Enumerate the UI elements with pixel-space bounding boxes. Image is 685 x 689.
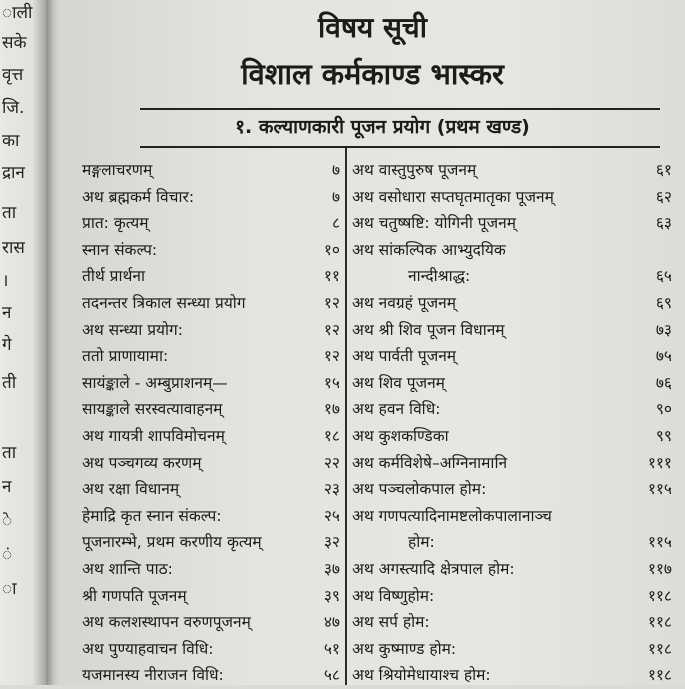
toc-entry-title: अथ शान्ति पाठ: xyxy=(82,560,173,578)
toc-entry-page: ११५ xyxy=(647,480,672,499)
toc-entry-page: १२ xyxy=(323,320,340,339)
left-page-fragment: गे xyxy=(2,335,12,355)
toc-entry-page: ११८ xyxy=(647,613,672,632)
toc-entry[interactable] xyxy=(82,158,340,184)
toc-entry[interactable] xyxy=(82,344,340,370)
toc-entry-title: श्री गणपति पूजनम् xyxy=(82,586,187,605)
left-page-fragment: न xyxy=(2,477,12,497)
toc-entry[interactable] xyxy=(352,424,672,450)
left-page-fragment: ती xyxy=(2,373,17,393)
left-page-fragment: द्रान xyxy=(2,163,25,183)
toc-entry-page: ३२ xyxy=(323,533,340,552)
toc-entry[interactable] xyxy=(352,637,672,663)
toc-entry-page: ६५ xyxy=(655,267,672,286)
toc-entry-title: मङ्गलाचरणम् xyxy=(82,161,153,179)
toc-entry-page: १११ xyxy=(647,453,672,472)
toc-entry[interactable] xyxy=(352,211,672,237)
left-page-fragment: सके xyxy=(2,33,27,53)
toc-entry-page: ११८ xyxy=(647,586,672,605)
toc-entry-title: अथ श्री शिव पूजन विधानम् xyxy=(352,320,505,339)
toc-entry-page: ७३ xyxy=(655,320,672,339)
left-page-fragment: ाली xyxy=(2,3,33,23)
left-page-fragment: ा xyxy=(2,579,17,599)
toc-entry[interactable] xyxy=(352,663,672,689)
toc-entry[interactable] xyxy=(82,530,340,556)
toc-entry[interactable] xyxy=(82,424,340,450)
toc-entry[interactable] xyxy=(352,477,672,503)
toc-entry[interactable] xyxy=(82,318,340,344)
left-page-fragment: जि. xyxy=(2,98,25,118)
toc-entry-page: ६३ xyxy=(655,214,672,233)
toc-entry-page: ३९ xyxy=(323,586,340,605)
left-page-fragment: रास xyxy=(2,238,25,258)
toc-entry-title: अथ सन्ध्या प्रयोग: xyxy=(82,320,183,339)
toc-entry[interactable] xyxy=(352,291,672,317)
toc-entry-title: नान्दीश्राद्ध: xyxy=(408,267,471,286)
left-page-fragment: ं xyxy=(2,545,13,565)
section-heading: १. कल्याणकारी पूजन प्रयोग (प्रथम खण्ड) xyxy=(235,116,530,138)
book-subtitle: विशाल कर्मकाण्ड भास्कर xyxy=(241,57,504,91)
toc-entry[interactable] xyxy=(82,397,340,423)
toc-entry[interactable] xyxy=(82,584,340,610)
toc-entry-title: अथ कुष्माण्ड होम: xyxy=(352,639,457,658)
left-page-fragment: न xyxy=(2,303,12,323)
toc-entry-title: अथ सर्प होम: xyxy=(352,613,430,632)
toc-entry-page: ११५ xyxy=(647,533,672,552)
toc-entry[interactable] xyxy=(82,663,340,689)
toc-entry[interactable] xyxy=(352,238,672,264)
toc-entry-title: अथ पञ्चलोकपाल होम: xyxy=(352,480,487,499)
toc-entry-page: ६९ xyxy=(655,294,672,312)
toc-entry[interactable] xyxy=(82,185,340,211)
toc-entry[interactable] xyxy=(82,371,340,397)
toc-entry-title: पूजनारम्भे, प्रथम करणीय कृत्यम् xyxy=(82,533,262,552)
page-title: विषय सूची xyxy=(318,11,427,44)
toc-entry[interactable] xyxy=(352,584,672,610)
toc-entry[interactable] xyxy=(82,211,340,237)
toc-entry[interactable] xyxy=(352,185,672,211)
left-page-fragment: । xyxy=(2,271,9,291)
toc-entry-title: अथ पुण्याहवाचन विधि: xyxy=(82,639,214,658)
toc-entry-page: ५१ xyxy=(323,639,340,658)
toc-entry-page: ५८ xyxy=(323,666,340,685)
column-divider xyxy=(345,148,347,685)
toc-entry-title: अथ गायत्री शापविमोचनम् xyxy=(82,427,225,445)
toc-entry[interactable] xyxy=(82,610,340,636)
toc-entry[interactable] xyxy=(352,371,672,397)
toc-entry[interactable] xyxy=(82,637,340,663)
toc-entry[interactable] xyxy=(352,158,672,184)
toc-entry-page: १२ xyxy=(323,347,340,366)
toc-entry[interactable] xyxy=(82,451,340,477)
toc-entry-title: अथ अगस्त्यादि क्षेत्रपाल होम: xyxy=(352,560,515,578)
toc-entry-page: ७६ xyxy=(655,373,672,392)
toc-entry-title: सायंङ्काले - अम्बुप्राशनम्— xyxy=(82,373,228,392)
toc-entry[interactable] xyxy=(352,344,672,370)
toc-entry-page: १७ xyxy=(323,400,340,419)
toc-entry-title: अथ वास्तुपुरुष पूजनम् xyxy=(352,161,477,179)
left-page-fragment: का xyxy=(2,131,20,151)
toc-entry-title: स्नान संकल्प: xyxy=(82,240,158,259)
toc-entry-title: अथ विष्णुहोम: xyxy=(352,586,435,605)
toc-entry-title: अथ नवग्रहं पूजनम् xyxy=(352,294,456,312)
left-page-fragment: ता xyxy=(2,443,17,463)
toc-entry-title: अथ कुशकण्डिका xyxy=(352,427,449,445)
toc-entry-page: ११७ xyxy=(647,560,672,578)
heading-rule-top xyxy=(140,108,660,110)
toc-entry[interactable] xyxy=(352,610,672,636)
toc-entry[interactable] xyxy=(82,238,340,264)
toc-entry-page: १५ xyxy=(323,373,340,392)
toc-entry-title: प्रात: कृत्यम् xyxy=(82,214,149,233)
toc-entry[interactable] xyxy=(82,504,340,530)
toc-entry-page: ७ xyxy=(331,161,340,179)
toc-entry-title: तदनन्तर त्रिकाल सन्ध्या प्रयोग xyxy=(82,294,246,312)
toc-entry[interactable] xyxy=(82,477,340,503)
toc-entry-page: ११ xyxy=(323,267,340,286)
toc-entry-page: २२ xyxy=(323,453,340,472)
toc-entry-page: ११८ xyxy=(647,639,672,658)
toc-entry[interactable] xyxy=(352,397,672,423)
toc-entry-page: ६२ xyxy=(655,187,672,206)
toc-entry-title: अथ चतुष्षष्टि: योगिनी पूजनम् xyxy=(352,214,516,233)
toc-entry-title: अथ रक्षा विधानम् xyxy=(82,480,180,499)
toc-entry[interactable] xyxy=(352,318,672,344)
toc-entry-page: ४७ xyxy=(323,613,340,632)
left-page-fragment: े xyxy=(2,511,13,531)
toc-entry-title: अथ वसोधारा सप्तघृतमातृका पूजनम् xyxy=(352,187,554,206)
left-page-fragment: वृत्त xyxy=(2,65,24,85)
left-page-edge xyxy=(0,0,46,685)
toc-entry[interactable] xyxy=(352,264,672,290)
toc-entry-page: ११८ xyxy=(647,666,672,685)
book-gutter xyxy=(46,0,60,685)
toc-entry-title: अथ कलशस्थापन वरुणपूजनम् xyxy=(82,613,251,632)
toc-entry[interactable] xyxy=(82,291,340,317)
toc-entry-title: होम: xyxy=(408,533,435,552)
toc-entry-page: ७ xyxy=(331,187,340,206)
left-page-fragment: ता xyxy=(2,203,17,223)
toc-entry-title: अथ श्रियोमेधायाश्च होम: xyxy=(352,666,491,685)
toc-entry[interactable] xyxy=(352,504,672,530)
right-page xyxy=(60,0,685,685)
toc-entry-page: ३७ xyxy=(323,560,340,578)
toc-entry-title: हेमाद्रि कृत स्नान संकल्प: xyxy=(82,506,222,525)
toc-entry-title: अथ शिव पूजनम् xyxy=(352,373,445,392)
toc-entry-page: ६१ xyxy=(655,161,672,179)
toc-entry-title: अथ हवन विधि: xyxy=(352,400,441,419)
toc-entry-page: १८ xyxy=(323,427,340,445)
toc-entry-page: २५ xyxy=(323,506,340,525)
toc-entry-page: २३ xyxy=(323,480,340,499)
toc-entry-page: ९९ xyxy=(655,427,672,445)
toc-entry-title: यजमानस्य नीराजन विधि: xyxy=(82,666,224,685)
heading-rule-bottom xyxy=(140,146,660,148)
toc-entry-page: ७५ xyxy=(655,347,672,366)
toc-entry[interactable] xyxy=(82,264,340,290)
toc-entry[interactable] xyxy=(82,557,340,583)
toc-entry-title: अथ ब्रह्मकर्म विचार: xyxy=(82,187,195,206)
toc-entry-page: १२ xyxy=(323,294,340,312)
toc-entry[interactable] xyxy=(352,530,672,556)
toc-entry-title: अथ सांकल्पिक आभ्युदयिक xyxy=(352,240,506,259)
toc-entry[interactable] xyxy=(352,557,672,583)
toc-entry-title: ततो प्राणायामा: xyxy=(82,347,169,366)
toc-entry-title: अथ पञ्चगव्य करणम् xyxy=(82,453,202,472)
toc-entry-title: अथ कर्मविशेषे–अग्निनामानि xyxy=(352,453,508,472)
toc-entry-page: ८ xyxy=(331,214,340,233)
toc-entry-title: तीर्थ प्रार्थना xyxy=(82,267,146,286)
toc-entry-title: सायङ्काले सरस्वत्यावाहनम् xyxy=(82,400,223,419)
toc-entry-page: १० xyxy=(323,240,340,259)
toc-entry-title: अथ गणपत्यादिनामष्टलोकपालानाञ्च xyxy=(352,506,552,525)
toc-entry-page: ९० xyxy=(655,400,672,419)
toc-entry-title: अथ पार्वती पूजनम् xyxy=(352,347,457,366)
toc-entry[interactable] xyxy=(352,451,672,477)
